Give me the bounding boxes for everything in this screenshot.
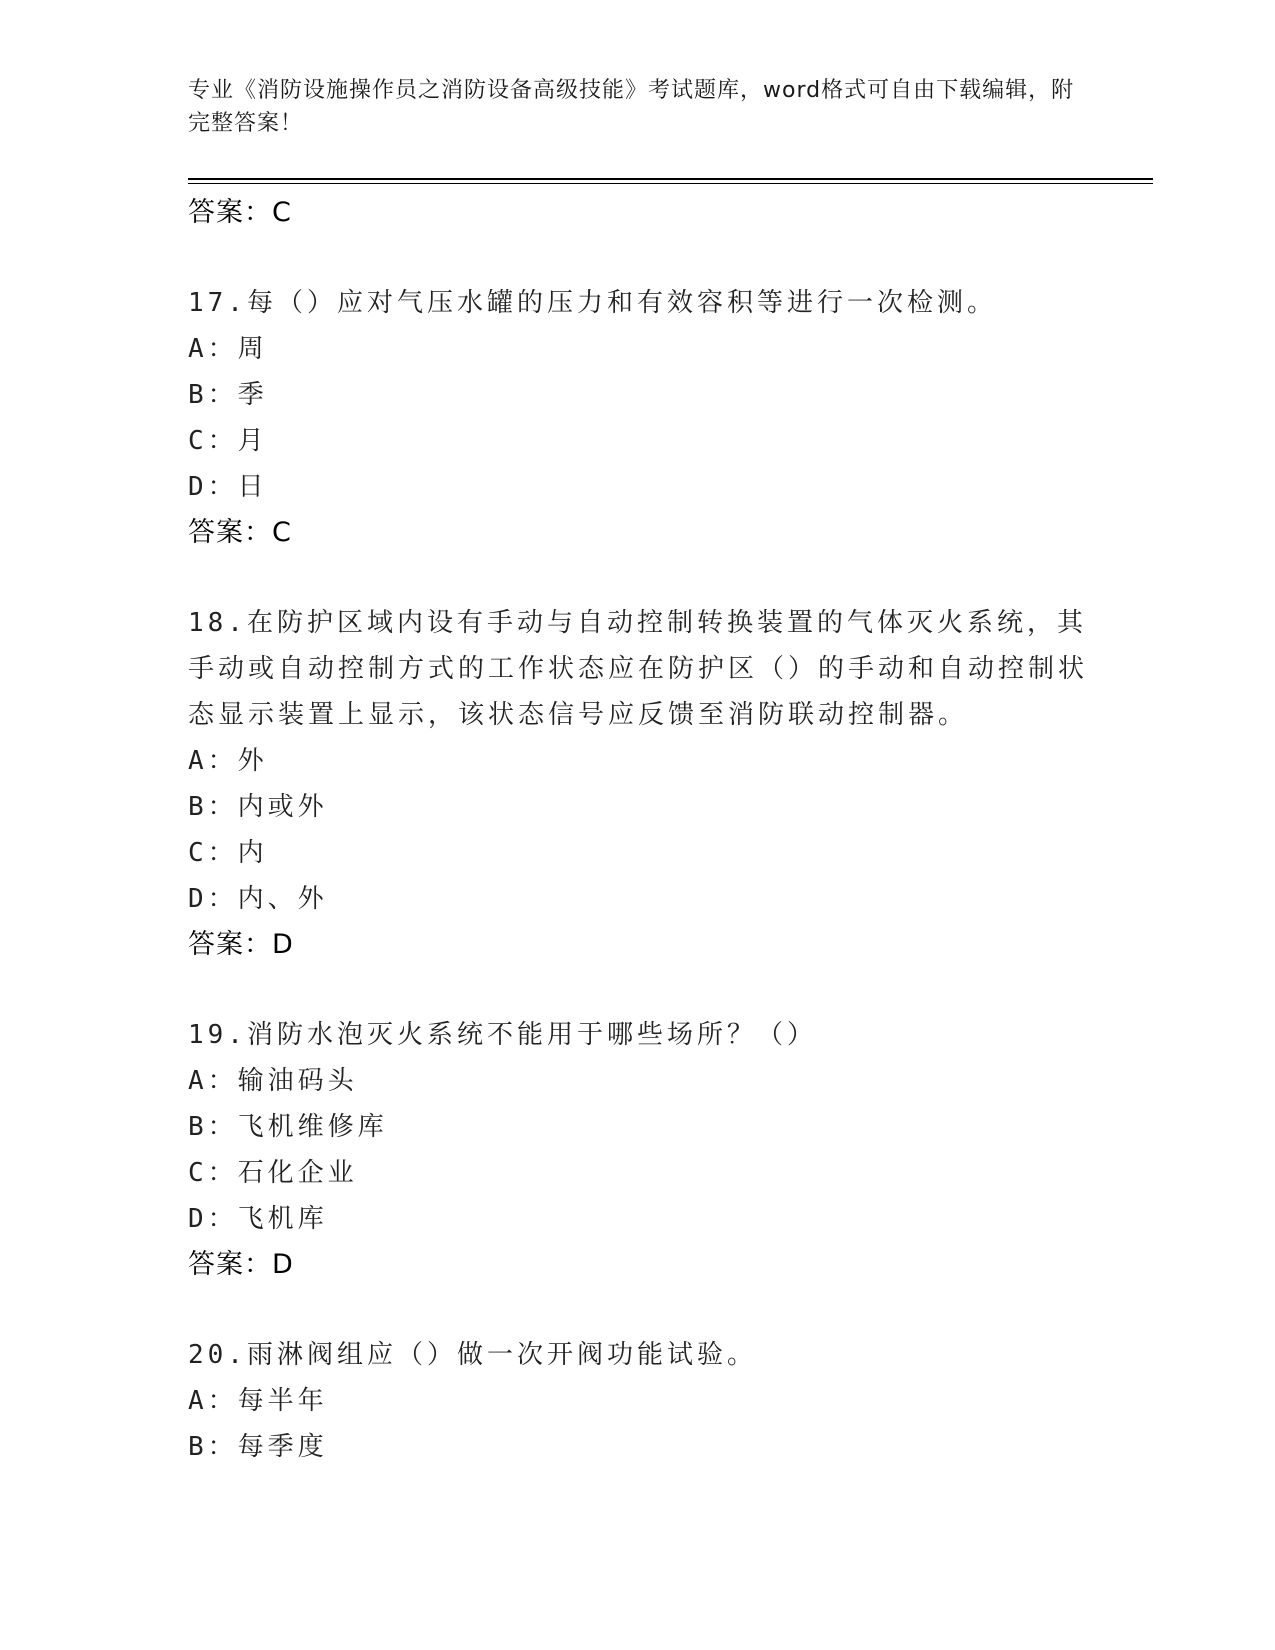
question-20	[188, 1332, 1088, 1470]
option-d: D：内、外	[188, 884, 328, 914]
question-stem: 17.每（）应对气压水罐的压力和有效容积等进行一次检测。	[188, 288, 997, 318]
question-list	[188, 190, 1088, 1470]
question-18	[188, 600, 1088, 968]
option-b: B：飞机维修库	[188, 1112, 388, 1142]
question-17	[188, 280, 1088, 556]
option-b: B：每季度	[188, 1432, 328, 1462]
option-d: D：飞机库	[188, 1204, 328, 1234]
question-stem: 18.在防护区域内设有手动与自动控制转换装置的气体灭火系统，其手动或自动控制方式的工作状态应在防护区（）的手动和自动控制状态显示装置上显示，该状态信号应反馈至消防联动控制器。	[188, 608, 1089, 730]
option-a: A：每半年	[188, 1386, 328, 1416]
option-b: B：内或外	[188, 792, 328, 822]
header-divider-thin	[188, 183, 1153, 184]
answer: 答案：D	[188, 929, 294, 960]
answer: 答案：C	[188, 517, 292, 548]
option-b: B：季	[188, 380, 268, 410]
question-stem: 20.雨淋阀组应（）做一次开阀功能试验。	[188, 1340, 757, 1370]
document-header: 专业《消防设施操作员之消防设备高级技能》考试题库，word格式可自由下载编辑，附完整答案！	[188, 78, 1075, 136]
option-c: C：月	[188, 426, 268, 456]
option-c: C：内	[188, 838, 268, 868]
question-stem: 19.消防水泡灭火系统不能用于哪些场所？（）	[188, 1020, 817, 1050]
question-19	[188, 1012, 1088, 1288]
option-a: A：周	[188, 334, 268, 364]
header-divider-thick	[188, 178, 1153, 180]
option-c: C：石化企业	[188, 1158, 358, 1188]
option-a: A：输油码头	[188, 1066, 358, 1096]
previous-answer: 答案：C	[188, 197, 292, 228]
option-a: A：外	[188, 746, 268, 776]
option-d: D：日	[188, 472, 268, 502]
answer: 答案：D	[188, 1249, 294, 1280]
